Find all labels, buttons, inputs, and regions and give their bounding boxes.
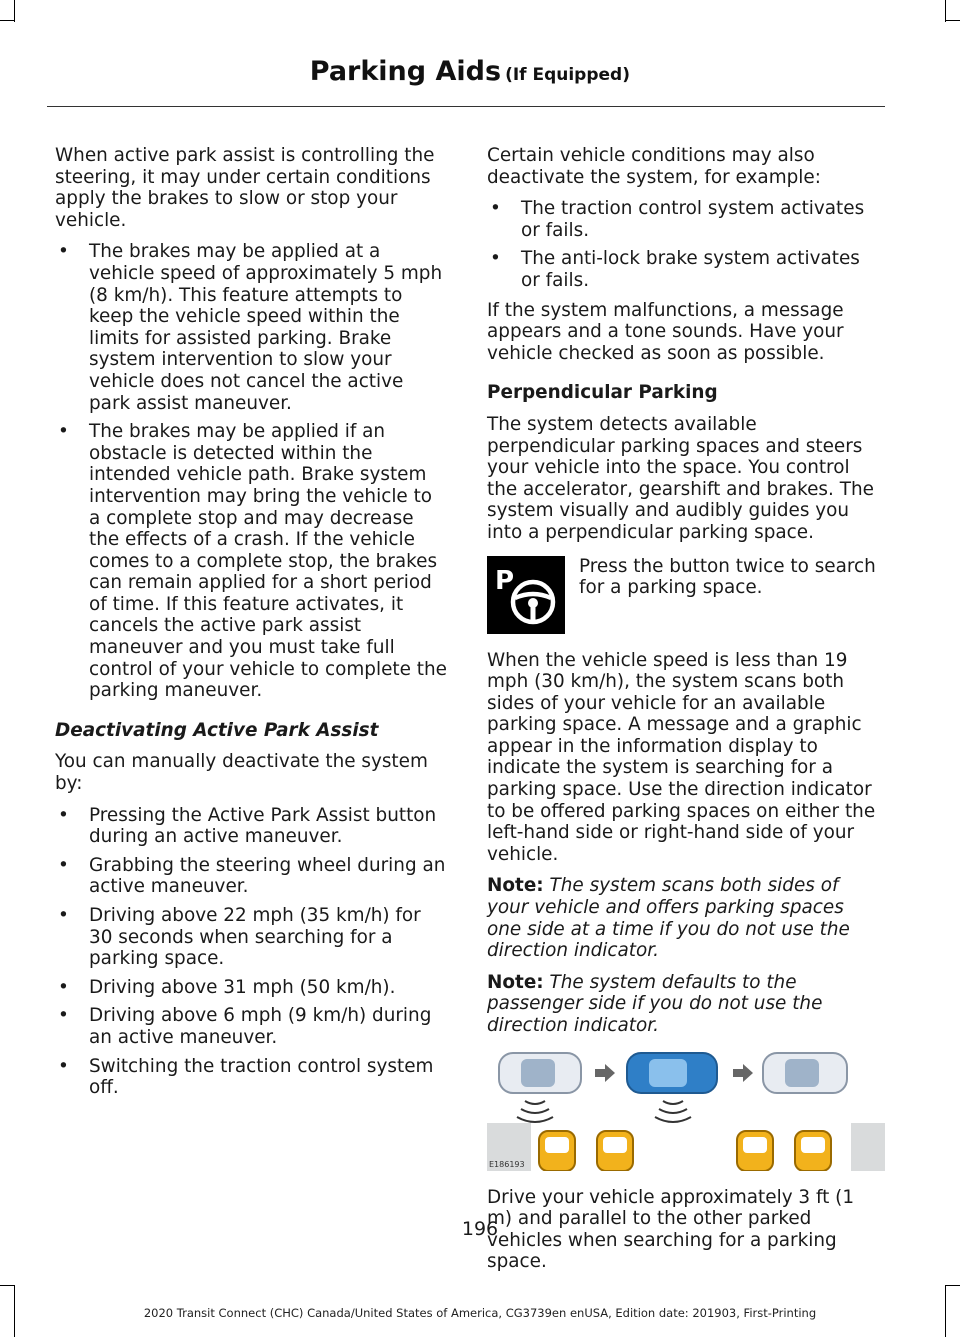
page-title-subtitle: (If Equipped) [505,65,630,85]
steering-wheel-spoke [515,594,551,598]
list-item: • Pressing the Active Park Assist button during an active maneuver. [55,805,447,848]
arrow-right-icon [595,1064,615,1082]
icon-letter-p: P [495,565,515,596]
list-item: • The anti-lock brake system activates or fails. [487,248,882,291]
parking-search-diagram [487,1051,885,1171]
note-label: Note: [487,875,544,897]
curb-block-right [851,1123,885,1171]
malfunction-paragraph: If the system malfunctions, a message appears and a tone sounds. Have your vehicle checked as soon as possible. [487,299,844,364]
section-heading-deactivating: Deactivating Active Park Assist [55,719,379,741]
button-instruction-row [487,556,882,634]
parked-car [795,1131,831,1171]
list-item: • Driving above 22 mph (35 km/h) for 30 seconds when searching for a parking space. [55,905,447,970]
note-2 [487,972,882,1037]
button-instruction-text: Press the button twice to search for a parking space. [579,555,876,599]
right-column [487,145,882,1283]
page-title-text: Parking Aids [309,56,502,87]
conditions-bullet-list [487,198,882,291]
list-item: • Switching the traction control system off. [55,1056,447,1099]
crop-mark [0,20,14,21]
list-item: • Driving above 31 mph (50 km/h). [55,977,447,999]
note-text: The system scans both sides of your vehicle and offers parking spaces one side at a time if you do not use the direction indicator. [487,875,850,962]
parked-car [737,1131,773,1171]
left-column [55,145,447,1107]
deactivating-intro: You can manually deactivate the system by: [55,751,428,795]
list-item: • The traction control system activates or fails. [487,198,882,241]
park-assist-icon-graphic [487,556,565,634]
crop-mark [946,20,960,21]
car-position-2-active [627,1053,717,1093]
crop-mark [945,0,946,22]
header-divider [47,106,885,107]
note-1 [487,875,882,961]
page-title [310,56,630,87]
parking-search-diagram-graphic [487,1051,885,1171]
sensor-waves-left [517,1101,553,1122]
page-number: 196 [461,1218,499,1240]
parked-car [539,1131,575,1171]
car-position-1 [499,1053,581,1093]
intro-paragraph: When active park assist is controlling the steering, it may under certain conditions apply the brakes to slow or stop your vehicle. [55,145,435,231]
list-item: • The brakes may be applied if an obstacle is detected within the intended vehicle path. Brake system intervention may bring the vehicle to a complete stop and may decrease the effects of a crash. If the vehicle comes to a complete stop, the brakes can remain applied for a short period of time. If this feature activates, it cancels the active park assist maneuver and you must take full control of your vehicle to complete the parking maneuver. [55,421,447,702]
park-assist-steering-icon [487,556,565,634]
note-label: Note: [487,971,544,993]
scan-paragraph: When the vehicle speed is less than 19 mph (30 km/h), the system scans both sides of your vehicle for an available parking space. A message and a graphic appear in the information display to indicate the system is searching for a parking space. Use the direction indicator to be offered parking spaces on either the left-hand side or right-hand side of your vehicle. [487,649,876,865]
section-heading-perpendicular: Perpendicular Parking [487,382,718,404]
conditions-intro: Certain vehicle conditions may also deactivate the system, for example: [487,145,821,188]
list-item: • Driving above 6 mph (9 km/h) during an active maneuver. [55,1005,447,1048]
perpendicular-intro: The system detects available perpendicular parking spaces and steers your vehicle into the space. You control the accelerator, gearshift and brakes. The system visually and audibly guides you into a perpendicular parking space. [487,413,874,543]
drive-paragraph: Drive your vehicle approximately 3 ft (1 m) and parallel to the other parked vehicles when searching for a parking space. [487,1186,855,1273]
crop-mark [14,0,15,22]
sensor-waves-active [655,1101,691,1122]
brake-bullet-list [55,241,447,701]
crop-mark [946,1285,960,1286]
parked-car [597,1131,633,1171]
arrow-right-icon [733,1064,753,1082]
list-item: • The brakes may be applied at a vehicle speed of approximately 5 mph (8 km/h). This feature attempts to keep the vehicle speed within the limits for assisted parking. Brake system intervention to slow your vehicle does not cancel the active park assist maneuver. [55,241,447,414]
crop-mark [0,1285,14,1286]
footer-text: 2020 Transit Connect (CHC) Canada/United States of America, CG3739en enUSA, Edition date: 201903, First-Printing [143,1306,817,1320]
steering-wheel-hub [528,598,538,608]
diagram-code: E186193 [489,1159,525,1169]
note-text: The system defaults to the passenger side if you do not use the direction indicator. [487,971,823,1036]
list-item: • Grabbing the steering wheel during an active maneuver. [55,855,447,898]
car-position-3 [763,1053,847,1093]
deactivating-bullet-list [55,805,447,1099]
